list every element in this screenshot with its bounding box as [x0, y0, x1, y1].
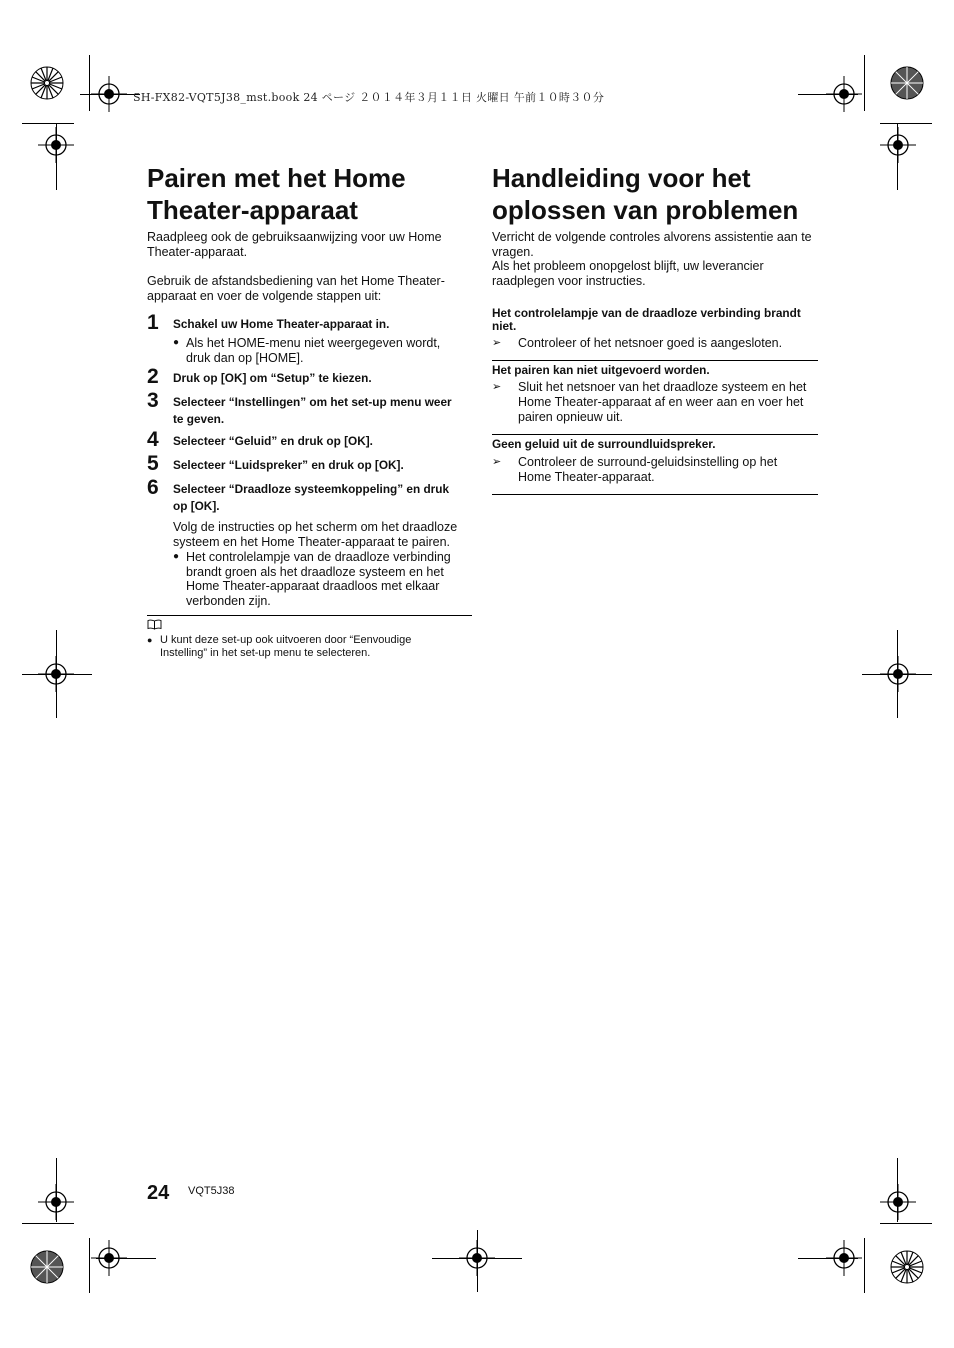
- step-number: 1: [147, 311, 159, 334]
- registration-starburst-icon: [890, 66, 924, 100]
- registration-starburst-icon: [30, 1250, 64, 1284]
- solution-text: Controleer of het netsnoer goed is aangesloten.: [518, 336, 783, 350]
- bullet-icon: ●: [147, 635, 153, 645]
- solution-item: [492, 455, 792, 485]
- crop-line: [89, 55, 90, 111]
- crop-line: [80, 94, 140, 95]
- arrow-icon: ➢: [492, 456, 502, 468]
- crop-line: [22, 123, 74, 124]
- crop-line: [22, 674, 92, 675]
- step-6-bullet: [173, 550, 463, 608]
- step-text: Schakel uw Home Theater-apparaat in.: [173, 317, 390, 331]
- arrow-icon: ➢: [492, 337, 502, 349]
- step-number: 5: [147, 452, 159, 475]
- bullet-text: Het controlelampje van de draadloze verbinding brandt groen als het draadloze systeem en het Home Theater-apparaat draadloos met elkaar verbonden zijn.: [186, 550, 451, 608]
- book-icon: [147, 619, 162, 630]
- note-divider: [147, 615, 472, 616]
- arrow-icon: ➢: [492, 381, 502, 393]
- step-text: Selecteer “Instellingen” om het set-up menu weer te geven.: [173, 395, 452, 426]
- title-line: Theater-apparaat: [147, 195, 358, 225]
- section-divider: [492, 360, 818, 361]
- section-divider: [492, 434, 818, 435]
- note-item: [147, 634, 452, 660]
- step-number: 3: [147, 389, 159, 412]
- registration-crosshair-icon: [880, 1184, 916, 1220]
- problem-title: Het pairen kan niet uitgevoerd worden.: [492, 363, 710, 377]
- title-line: Handleiding voor het: [492, 163, 751, 193]
- registration-starburst-icon: [890, 1250, 924, 1284]
- problem-title: Geen geluid uit de surroundluidspreker.: [492, 437, 716, 451]
- step-5: [147, 454, 472, 474]
- step-1: [147, 313, 472, 333]
- title-line: oplossen van problemen: [492, 195, 799, 225]
- step-3: [147, 391, 457, 428]
- page-title-troubleshooting: [492, 162, 798, 226]
- intro-paragraph: Verricht de volgende controles alvorens assistentie aan te vragen.: [492, 230, 812, 259]
- bullet-text: Als het HOME-menu niet weergegeven wordt, druk dan op [HOME].: [186, 336, 441, 365]
- doc-code: VQT5J38: [188, 1185, 235, 1197]
- crop-line: [56, 630, 57, 718]
- solution-item: [492, 380, 818, 425]
- intro-paragraph: Raadpleeg ook de gebruiksaanwijzing voor uw Home Theater-apparaat.: [147, 230, 442, 259]
- crop-line: [880, 1223, 932, 1224]
- solution-item: [492, 336, 817, 351]
- crop-line: [897, 630, 898, 718]
- step-2: [147, 367, 472, 387]
- crop-line: [477, 1230, 478, 1292]
- step-text: Druk op [OK] om “Setup” te kiezen.: [173, 371, 372, 385]
- step-number: 2: [147, 365, 159, 388]
- step-6: [147, 478, 452, 515]
- step-number: 4: [147, 428, 159, 451]
- step-text: Selecteer “Draadloze systeemkoppeling” en druk op [OK].: [173, 482, 450, 513]
- title-line: Pairen met het Home: [147, 163, 406, 193]
- crop-line: [798, 1258, 858, 1259]
- crop-line: [89, 1238, 90, 1293]
- step-text: Selecteer “Geluid” en druk op [OK].: [173, 434, 373, 448]
- registration-crosshair-icon: [38, 127, 74, 163]
- crop-line: [864, 55, 865, 111]
- crop-line: [96, 1258, 156, 1259]
- intro-paragraph: Gebruik de afstandsbediening van het Home Theater-apparaat en voer de volgende stappen uit:: [147, 274, 445, 303]
- crop-line: [880, 123, 932, 124]
- registration-starburst-icon: [30, 66, 64, 100]
- print-header: SH-FX82-VQT5J38_mst.book 24 ページ ２０１４年３月１１日 火曜日 午前１０時３０分: [133, 91, 605, 104]
- intro-paragraph: Als het probleem onopgelost blijft, uw leverancier raadplegen voor instructies.: [492, 259, 764, 288]
- crop-line: [22, 1223, 74, 1224]
- page-title-pairing: [147, 162, 406, 226]
- step-6-description: Volg de instructies op het scherm om het draadloze systeem en het Home Theater-apparaat te pairen.: [173, 520, 458, 549]
- registration-crosshair-icon: [880, 127, 916, 163]
- crop-line: [864, 1238, 865, 1293]
- bullet-icon: ●: [173, 551, 180, 562]
- section-divider: [492, 494, 818, 495]
- solution-text: Sluit het netsnoer van het draadloze systeem en het Home Theater-apparaat af en weer aan en voer het pairen opnieuw uit.: [518, 380, 807, 424]
- crop-line: [798, 94, 858, 95]
- page-number: 24: [147, 1182, 170, 1204]
- step-number: 6: [147, 476, 159, 499]
- step-1-bullet: [173, 336, 458, 365]
- note-text: U kunt deze set-up ook uitvoeren door “Eenvoudige Instelling” in het set-up menu te selecteren.: [160, 634, 412, 659]
- bullet-icon: ●: [173, 337, 180, 348]
- problem-title: Het controlelampje van de draadloze verbinding brandt niet.: [492, 306, 801, 333]
- step-4: [147, 430, 472, 450]
- solution-text: Controleer de surround-geluidsinstelling op het Home Theater-apparaat.: [518, 455, 778, 484]
- registration-crosshair-icon: [38, 1184, 74, 1220]
- step-text: Selecteer “Luidspreker” en druk op [OK].: [173, 458, 404, 472]
